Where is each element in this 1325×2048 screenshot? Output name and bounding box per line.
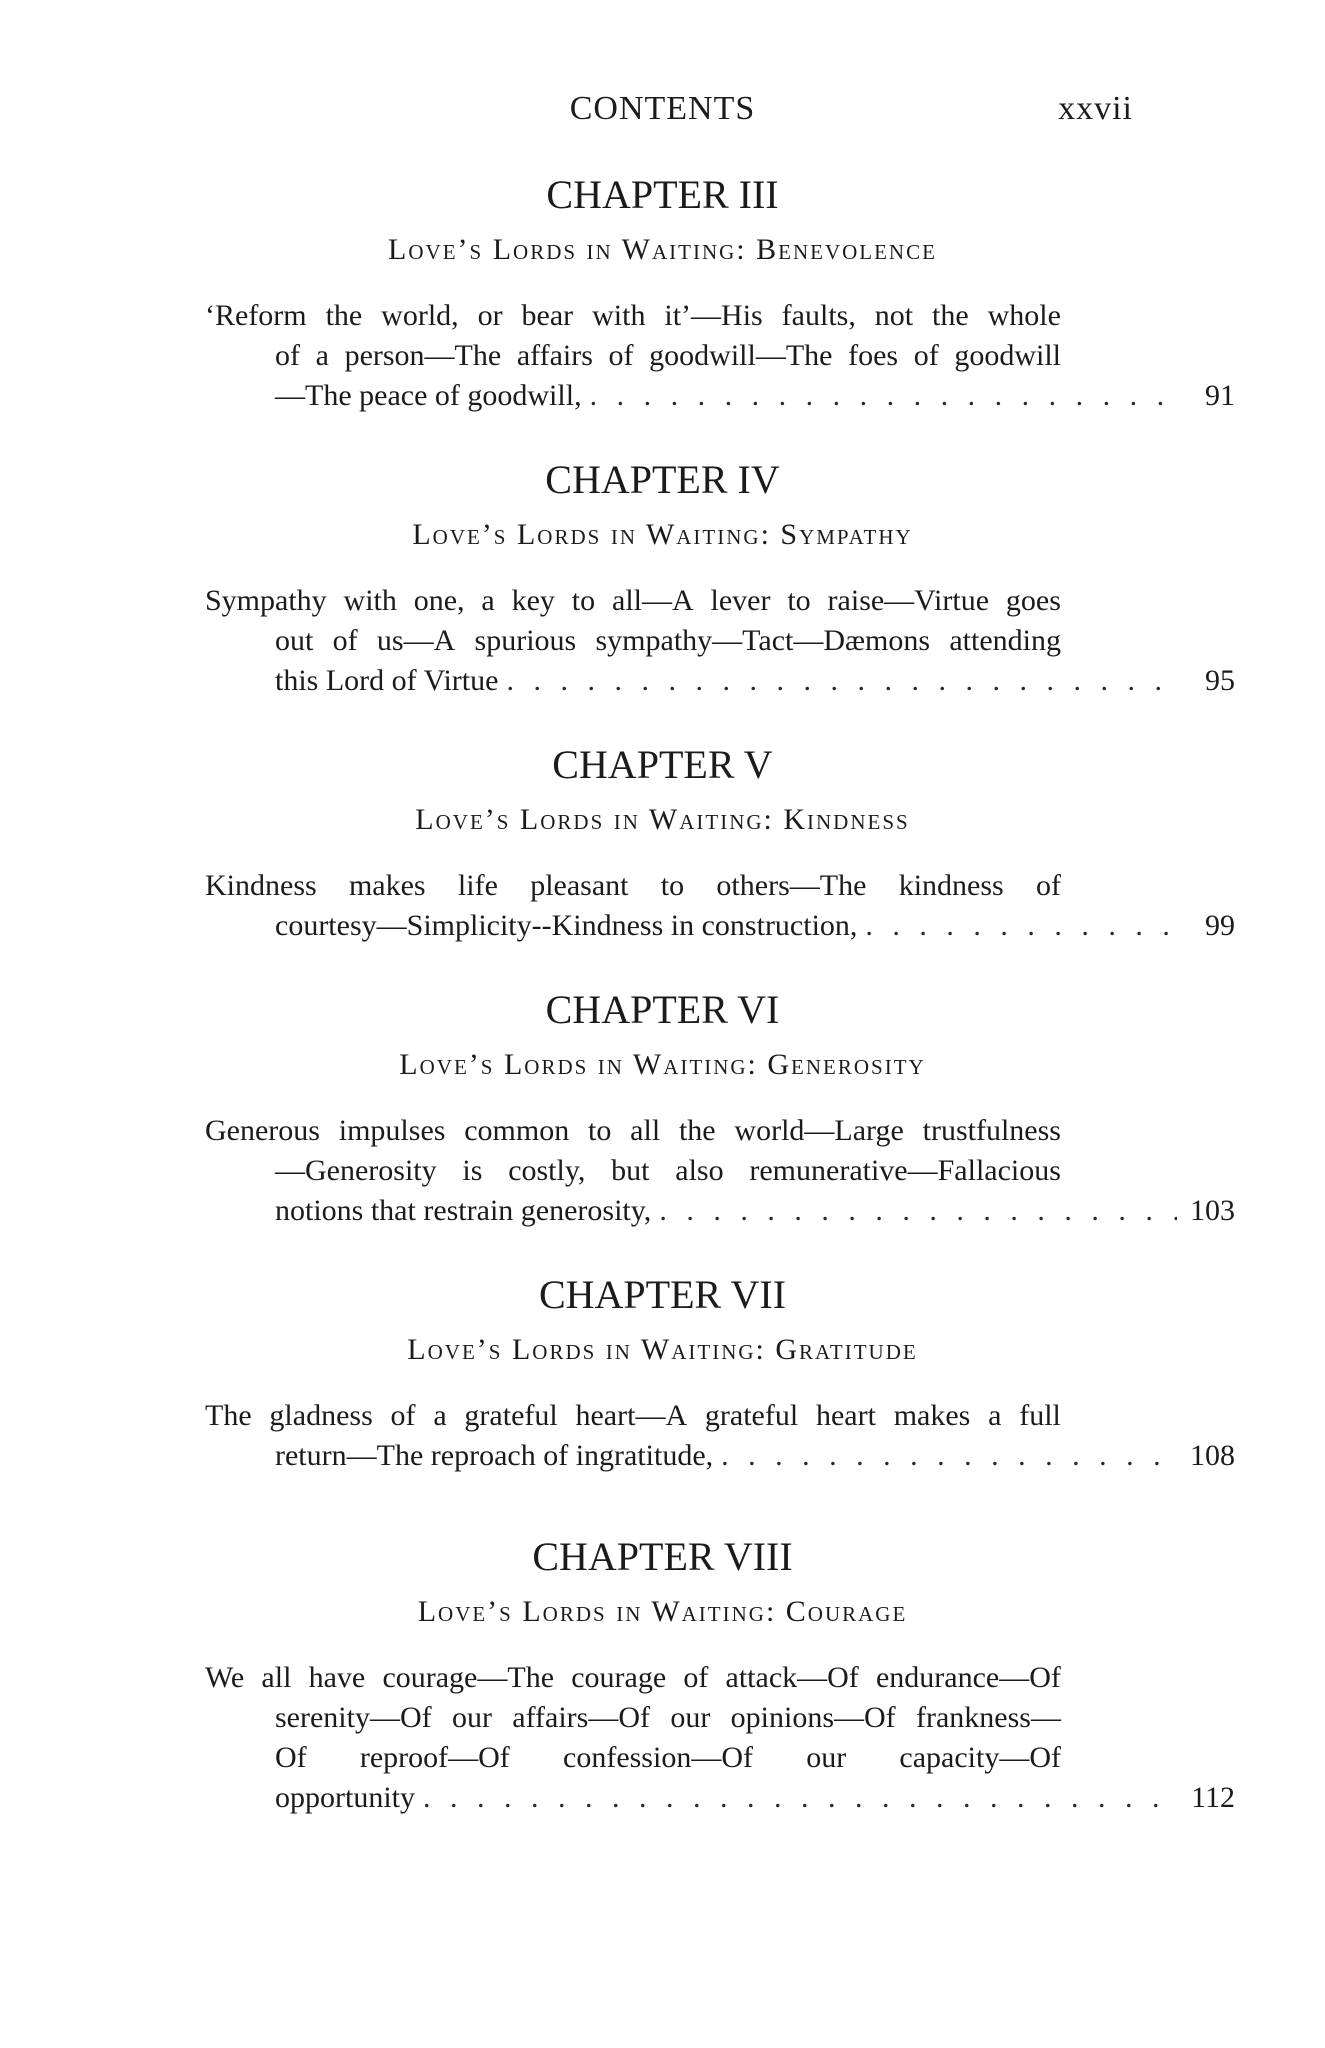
summary-line: Generous impulses common to all the world—Large trustfulness xyxy=(205,1114,1061,1147)
running-title: CONTENTS xyxy=(569,90,756,127)
summary-last-line xyxy=(205,906,1235,946)
chapter-number: CHAPTER V xyxy=(552,742,773,787)
summary-last-line xyxy=(205,1436,1235,1476)
chapter-entry xyxy=(0,740,1325,946)
page-number: 108 xyxy=(1190,1439,1235,1472)
chapter-summary xyxy=(205,866,1235,946)
summary-line-text: notions that restrain generosity, xyxy=(275,1194,652,1227)
summary-last-line xyxy=(205,661,1235,701)
page-folio: xxvii xyxy=(1058,90,1133,127)
summary-line-text: this Lord of Virtue xyxy=(275,664,499,697)
summary-line-text: courtesy—Simplicity--Kindness in construction, xyxy=(275,909,858,942)
dot-leader xyxy=(582,376,1177,416)
page-number: 112 xyxy=(1191,1781,1235,1814)
summary-line: We all have courage—The courage of attack—Of endurance—Of xyxy=(205,1661,1061,1694)
summary-line: ‘Reform the world, or bear with it’—His faults, not the whole xyxy=(205,299,1061,332)
summary-line: of a person—The affairs of goodwill—The foes of goodwill xyxy=(275,339,1061,372)
summary-line: —Generosity is costly, but also remunerative—Fallacious xyxy=(275,1154,1061,1187)
chapter-entry xyxy=(0,455,1325,701)
chapter-title: Love’s Lords in Waiting: Sympathy xyxy=(412,518,913,551)
chapter-title: Love’s Lords in Waiting: Generosity xyxy=(399,1048,926,1081)
chapter-number: CHAPTER IV xyxy=(545,457,780,502)
chapter-number: CHAPTER VIII xyxy=(532,1534,793,1579)
summary-last-line xyxy=(205,376,1235,416)
dot-leader xyxy=(651,1191,1177,1231)
chapter-number: CHAPTER III xyxy=(546,172,779,217)
chapter-title: Love’s Lords in Waiting: Gratitude xyxy=(407,1333,918,1366)
chapter-summary xyxy=(205,581,1235,701)
page-number: 103 xyxy=(1190,1194,1235,1227)
dot-leader xyxy=(713,1436,1177,1476)
chapter-summary xyxy=(205,1111,1235,1231)
chapter-number: CHAPTER VII xyxy=(538,1272,787,1317)
summary-line: serenity—Of our affairs—Of our opinions—Of frankness— xyxy=(275,1701,1061,1734)
chapter-entry xyxy=(0,170,1325,416)
page-number: 99 xyxy=(1205,909,1235,942)
dot-leader xyxy=(415,1778,1177,1818)
chapter-summary xyxy=(205,296,1235,416)
summary-line: out of us—A spurious sympathy—Tact—Dæmons attending xyxy=(275,624,1061,657)
chapter-title: Love’s Lords in Waiting: Benevolence xyxy=(388,233,937,266)
summary-line-text: opportunity xyxy=(275,1781,415,1814)
page-number: 91 xyxy=(1205,379,1235,412)
page-number: 95 xyxy=(1205,664,1235,697)
summary-line: Sympathy with one, a key to all—A lever to raise—Virtue goes xyxy=(205,584,1061,617)
chapter-summary xyxy=(205,1658,1235,1818)
summary-line: Kindness makes life pleasant to others—The kindness of xyxy=(205,869,1061,902)
chapter-number: CHAPTER VI xyxy=(545,987,780,1032)
dot-leader xyxy=(857,906,1177,946)
chapter-title: Love’s Lords in Waiting: Kindness xyxy=(415,803,910,836)
summary-line-text: return—The reproach of ingratitude, xyxy=(275,1439,714,1472)
chapter-entry xyxy=(0,1270,1325,1476)
summary-last-line xyxy=(205,1778,1235,1818)
chapter-entry xyxy=(0,985,1325,1231)
chapter-summary xyxy=(205,1396,1235,1476)
dot-leader xyxy=(498,661,1177,701)
page-header xyxy=(0,84,1325,134)
summary-line: Of reproof—Of confession—Of our capacity—Of xyxy=(275,1741,1061,1774)
summary-line-text: —The peace of goodwill, xyxy=(275,379,582,412)
chapter-title: Love’s Lords in Waiting: Courage xyxy=(417,1595,908,1628)
summary-line: The gladness of a grateful heart—A grateful heart makes a full xyxy=(205,1399,1061,1432)
summary-last-line xyxy=(205,1191,1235,1231)
chapter-entry xyxy=(0,1532,1325,1818)
